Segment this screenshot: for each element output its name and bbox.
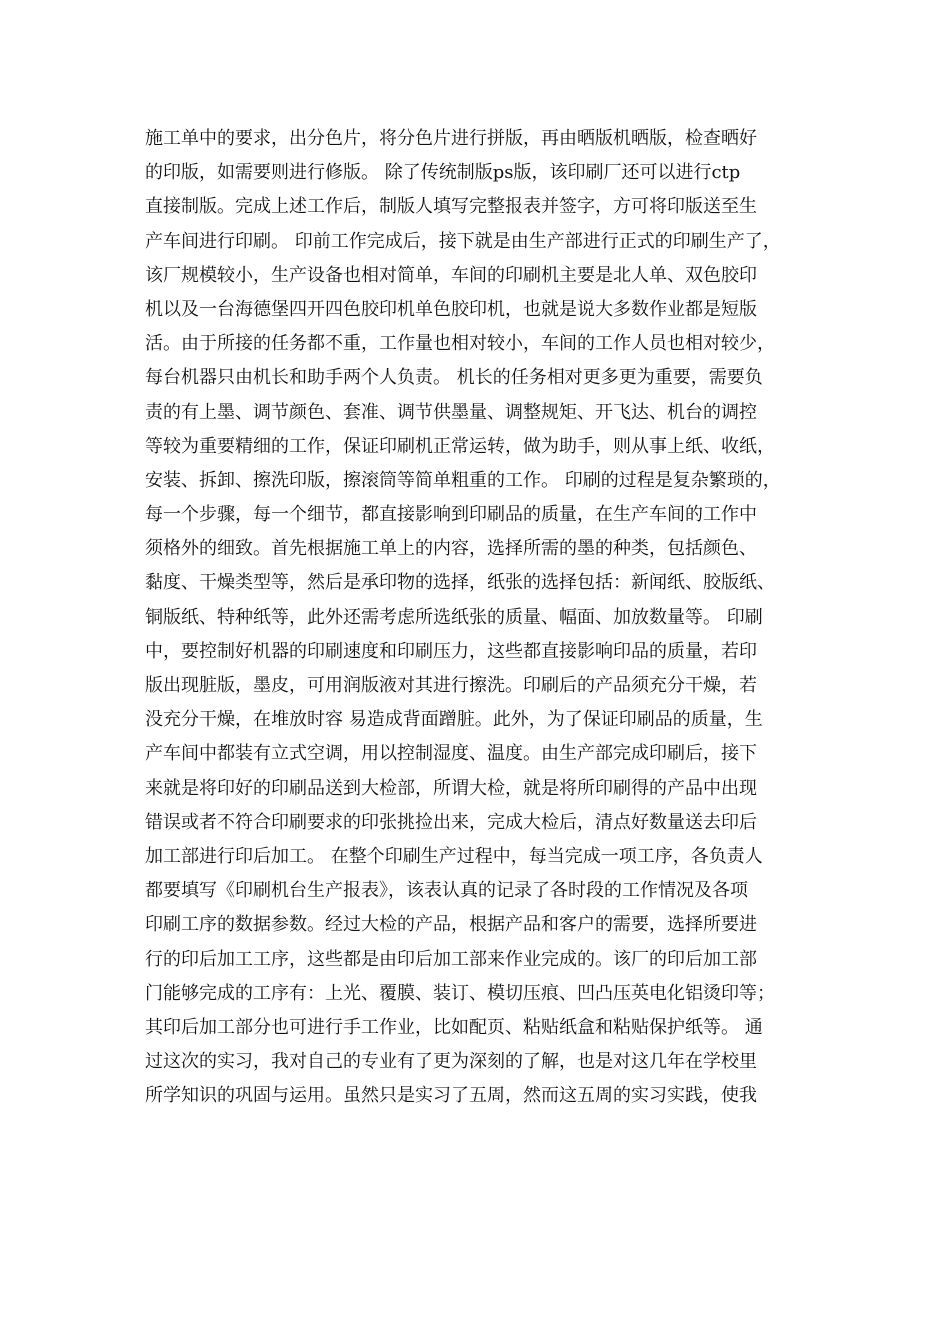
- text-line-20: 来就是将印好的印刷品送到大检部，所谓大检，就是将所印刷得的产品中出现: [145, 777, 757, 799]
- text-line-9: 责的有上墨、调节颜色、套准、调节供墨量、调整规矩、开飞达、机台的调控: [145, 401, 757, 423]
- text-line-18: 没充分干燥，在堆放时容 易造成背面蹭脏。此外，为了保证印刷品的质量，生: [145, 709, 763, 731]
- text-line-15: 铜版纸、特种纸等，此外还需考虑所选纸张的质量、幅面、加放数量等。 印刷: [145, 606, 763, 628]
- text-line-8: 每台机器只由机长和助手两个人负责。 机长的任务相对更多更为重要，需要负: [145, 367, 763, 389]
- text-line-14: 黏度、干燥类型等，然后是承印物的选择，纸张的选择包括：新闻纸、胶版纸、: [145, 572, 775, 594]
- body-text: [145, 122, 825, 1113]
- text-line-16: 中，要控制好机器的印刷速度和印刷压力，这些都直接影响印品的质量，若印: [145, 640, 757, 662]
- text-line-26: 门能够完成的工序有：上光、覆膜、装订、模切压痕、凹凸压英电化铝烫印等；: [145, 982, 775, 1004]
- text-line-22: 加工部进行印后加工。 在整个印刷生产过程中，每当完成一项工序，各负责人: [145, 845, 763, 867]
- text-line-3: 直接制版。完成上述工作后，制版人填写完整报表并签字，方可将印版送至生: [145, 196, 757, 218]
- text-line-23: 都要填写《印刷机台生产报表》，该表认真的记录了各时段的工作情况及各项: [145, 880, 748, 902]
- text-line-5: 该厂规模较小，生产设备也相对简单，车间的印刷机主要是北人单、双色胶印: [145, 264, 757, 286]
- text-line-13: 须格外的细致。首先根据施工单上的内容，选择所需的墨的种类，包括颜色、: [145, 538, 757, 560]
- text-line-29: 所学知识的巩固与运用。虽然只是实习了五周，然而这五周的实习实践，使我: [145, 1085, 757, 1107]
- text-line-17: 版出现脏版，墨皮，可用润版液对其进行擦洗。印刷后的产品须充分干燥，若: [145, 675, 757, 696]
- text-line-24: 印刷工序的数据参数。经过大检的产品，根据产品和客户的需要，选择所要进: [145, 914, 757, 936]
- text-line-25: 行的印后加工工序，这些都是由印后加工部来作业完成的。该厂的印后加工部: [145, 948, 757, 970]
- text-line-12: 每一个步骤，每一个细节，都直接影响到印刷品的质量，在生产车间的工作中: [145, 504, 757, 526]
- text-line-10: 等较为重要精细的工作，保证印刷机正常运转，做为助手，则从事上纸、收纸，: [145, 435, 775, 457]
- text-line-4: 产车间进行印刷。 印前工作完成后，接下就是由生产部进行正式的印刷生产了，: [145, 230, 781, 252]
- text-line-2: 的印版，如需要则进行修版。 除了传统制版ps版，该印刷厂还可以进行ctp: [145, 162, 741, 184]
- text-line-28: 过这次的实习，我对自己的专业有了更为深刻的了解，也是对这几年在学校里: [145, 1051, 757, 1073]
- text-line-27: 其印后加工部分也可进行手工作业，比如配页、粘贴纸盒和粘贴保护纸等。 通: [145, 1016, 763, 1038]
- text-line-7: 活。由于所接的任务都不重，工作量也相对较小，车间的工作人员也相对较少，: [145, 333, 775, 355]
- text-line-11: 安装、拆卸、擦洗印版，擦滚筒等简单粗重的工作。 印刷的过程是复杂繁琐的，: [145, 469, 781, 491]
- text-line-19: 产车间中都装有立式空调，用以控制湿度、温度。由生产部完成印刷后，接下: [145, 743, 757, 765]
- text-line-21: 错误或者不符合印刷要求的印张挑捡出来，完成大检后，清点好数量送去印后: [145, 811, 757, 833]
- text-line-6: 机以及一台海德堡四开四色胶印机单色胶印机，也就是说大多数作业都是短版: [145, 298, 757, 320]
- text-line-1: 施工单中的要求，出分色片，将分色片进行拼版，再由晒版机晒版，检查晒好: [145, 128, 757, 149]
